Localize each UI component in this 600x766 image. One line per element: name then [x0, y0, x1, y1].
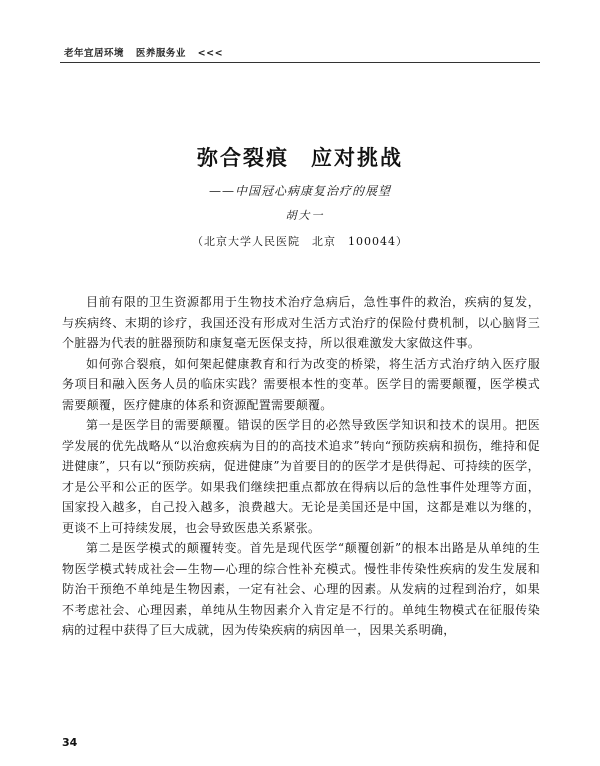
title-part-1: 弥合裂痕 — [197, 145, 289, 170]
header-arrows: <<< — [197, 48, 224, 59]
author-affiliation: （北京大学人民医院 北京 100044） — [192, 235, 408, 248]
article-subtitle: ——中国冠心病康复治疗的展望 — [208, 184, 391, 198]
running-header — [64, 45, 231, 59]
title-part-2: 应对挑战 — [311, 145, 403, 170]
header-divider — [60, 62, 540, 63]
paragraph-3: 第一是医学目的需要颠覆。错误的医学目的必然导致医学知识和技术的误用。把医学发展的优先战略从“以治愈疾病为目的的高技术追求”转向“预防疾病和损伤，维持和促进健康”，只有以“预防疾病，促进健康”为首要目的的医学才是供得起、可持续的医学，才是公平和公正的医学。如果我们继续把重点都放在得病以后的急性事件处理等方面，国家投入越多，自己投入越多，浪费越大。无论是美国还是中国，这都是难以为继的，更谈不上可持续发展，也会导致医患关系紧张。 — [62, 418, 540, 535]
page-number: 34 — [62, 736, 78, 749]
journal-name: 老年宜居环境 — [64, 48, 125, 59]
article-title — [0, 142, 600, 172]
article-body — [62, 292, 540, 641]
paragraph-1: 目前有限的卫生资源都用于生物技术治疗急病后，急性事件的救治，疾病的复发，与疾病终、末期的诊疗，我国还没有形成对生活方式治疗的保险付费机制，以心脑肾三个脏器为代表的脏器预防和康复毫无医保支持，所以很难激发大家做这件事。 — [62, 295, 540, 350]
paragraph-2: 如何弥合裂痕，如何架起健康教育和行为改变的桥梁，将生活方式治疗纳入医疗服务项目和融入医务人员的临床实践？需要根本性的变革。医学目的需要颠覆，医学模式需要颠覆，医疗健康的体系和资源配置需要颠覆。 — [62, 356, 540, 412]
paragraph-4: 第二是医学模式的颠覆转变。首先是现代医学“颠覆创新”的根本出路是从单纯的生物医学模式转成社会—生物—心理的综合性补充模式。慢性非传染性疾病的发生发展和防治干预绝不单纯是生物因素，一定有社会、心理的因素。从发病的过程到治疗，如果不考虑社会、心理因素，单纯从生物因素介入肯定是不行的。单纯生物模式在征服传染病的过程中获得了巨大成就，因为传染疾病的病因单一，因果关系明确， — [62, 541, 540, 637]
section-name: 医养服务业 — [135, 48, 186, 59]
author-name: 胡大一 — [285, 209, 325, 222]
